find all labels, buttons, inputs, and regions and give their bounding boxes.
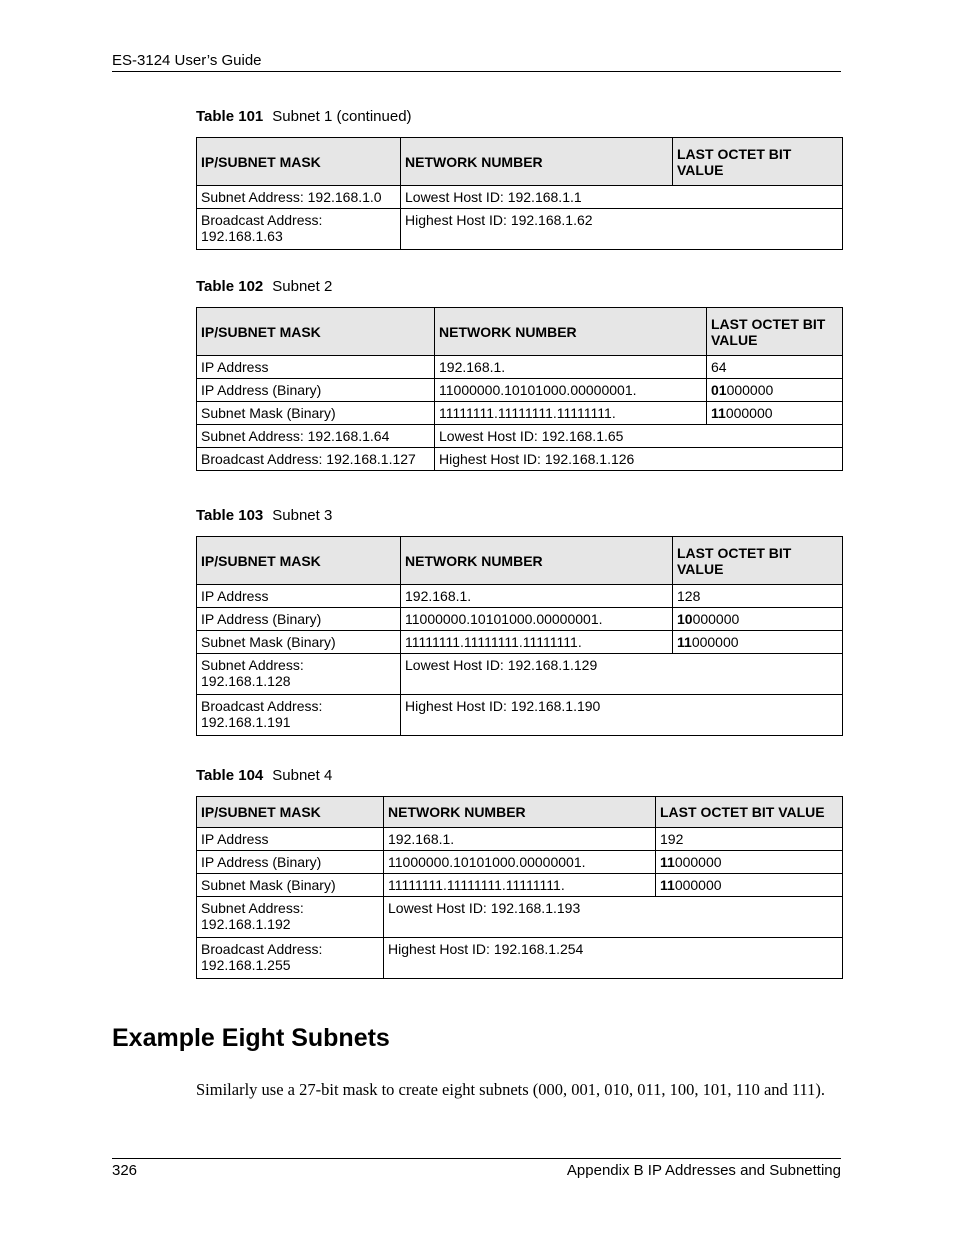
bit-rest: 000000	[692, 611, 740, 627]
column-header: LAST OCTET BIT VALUE	[673, 138, 843, 186]
table-cell: 11000000.10101000.00000001.	[384, 851, 656, 874]
table-cell: 11000000.10101000.00000001.	[401, 608, 673, 631]
table-104-caption	[196, 767, 332, 784]
table-row	[197, 608, 843, 631]
bit-bold: 11	[660, 854, 675, 870]
table-cell: IP Address	[197, 828, 384, 851]
table-cell: IP Address (Binary)	[197, 608, 401, 631]
bit-rest: 000000	[726, 382, 774, 398]
table-cell: Highest Host ID: 192.168.1.62	[401, 209, 843, 250]
table-row	[197, 425, 843, 448]
table-row	[197, 654, 843, 695]
table-cell: Subnet Address: 192.168.1.192	[197, 897, 384, 938]
table-title: Subnet 2	[272, 278, 333, 295]
table-cell: Highest Host ID: 192.168.1.190	[401, 695, 843, 736]
table-cell: Subnet Mask (Binary)	[197, 874, 384, 897]
table-cell: 11111111.11111111.11111111.	[401, 631, 673, 654]
table-cell: 11000000.10101000.00000001.	[435, 379, 707, 402]
table-row	[197, 402, 843, 425]
table-cell: 192.168.1.	[384, 828, 656, 851]
table-101	[196, 137, 843, 250]
table-cell: Broadcast Address: 192.168.1.255	[197, 938, 384, 979]
table-row	[197, 897, 843, 938]
table-cell	[656, 874, 843, 897]
bit-rest: 000000	[674, 854, 722, 870]
table-cell: Broadcast Address: 192.168.1.63	[197, 209, 401, 250]
table-cell	[673, 608, 843, 631]
table-number: Table 103	[196, 507, 264, 524]
table-cell	[707, 379, 843, 402]
column-header: NETWORK NUMBER	[401, 138, 673, 186]
table-title: Subnet 1 (continued)	[272, 108, 412, 125]
table-cell: IP Address	[197, 356, 435, 379]
bit-bold: 11	[660, 877, 675, 893]
table-row	[197, 851, 843, 874]
table-cell: Subnet Mask (Binary)	[197, 631, 401, 654]
table-cell: Lowest Host ID: 192.168.1.1	[401, 186, 843, 209]
table-number: Table 101	[196, 108, 264, 125]
bit-rest: 000000	[725, 405, 773, 421]
column-header: LAST OCTET BIT VALUE	[707, 308, 843, 356]
column-header: IP/SUBNET MASK	[197, 138, 401, 186]
body-paragraph: Similarly use a 27-bit mask to create eight subnets (000, 001, 010, 011, 100, 101, 110 and 111).	[196, 1080, 826, 1099]
table-cell	[673, 631, 843, 654]
table-title: Subnet 4	[272, 767, 333, 784]
table-cell: Subnet Address: 192.168.1.128	[197, 654, 401, 695]
table-row	[197, 209, 843, 250]
column-header: IP/SUBNET MASK	[197, 537, 401, 585]
table-title: Subnet 3	[272, 507, 333, 524]
bit-bold: 11	[677, 634, 692, 650]
table-cell: Broadcast Address: 192.168.1.127	[197, 448, 435, 471]
table-row	[197, 379, 843, 402]
table-cell: 11111111.11111111.11111111.	[435, 402, 707, 425]
table-cell: Highest Host ID: 192.168.1.126	[435, 448, 843, 471]
table-cell: Subnet Address: 192.168.1.0	[197, 186, 401, 209]
table-row	[197, 448, 843, 471]
table-103-caption	[196, 507, 332, 524]
table-row	[197, 874, 843, 897]
table-row	[197, 356, 843, 379]
table-101-caption	[196, 108, 412, 125]
table-cell: Lowest Host ID: 192.168.1.65	[435, 425, 843, 448]
table-102	[196, 307, 843, 471]
table-row	[197, 828, 843, 851]
table-header-row	[197, 537, 843, 585]
table-cell	[673, 585, 843, 608]
column-header: IP/SUBNET MASK	[197, 308, 435, 356]
page-number: 326	[112, 1162, 138, 1179]
column-header: LAST OCTET BIT VALUE	[673, 537, 843, 585]
table-cell: Highest Host ID: 192.168.1.254	[384, 938, 843, 979]
table-cell	[656, 828, 843, 851]
table-cell: IP Address (Binary)	[197, 379, 435, 402]
bit-bold: 11	[711, 405, 726, 421]
table-row	[197, 938, 843, 979]
table-number: Table 104	[196, 767, 264, 784]
bit-rest: 64	[711, 359, 727, 375]
bit-rest: 000000	[674, 877, 722, 893]
table-cell: Subnet Address: 192.168.1.64	[197, 425, 435, 448]
table-header-row	[197, 138, 843, 186]
running-header: ES-3124 User’s Guide	[112, 52, 262, 69]
column-header: IP/SUBNET MASK	[197, 797, 384, 828]
table-cell: 192.168.1.	[435, 356, 707, 379]
footer-rule	[112, 1158, 841, 1159]
table-103	[196, 536, 843, 736]
table-cell	[707, 402, 843, 425]
table-row	[197, 585, 843, 608]
table-row	[197, 631, 843, 654]
column-header: LAST OCTET BIT VALUE	[656, 797, 843, 828]
table-cell: Lowest Host ID: 192.168.1.129	[401, 654, 843, 695]
bit-rest: 192	[660, 831, 684, 847]
bit-bold: 10	[677, 611, 693, 627]
table-row	[197, 186, 843, 209]
table-cell: IP Address	[197, 585, 401, 608]
table-row	[197, 695, 843, 736]
column-header: NETWORK NUMBER	[384, 797, 656, 828]
table-cell: Broadcast Address: 192.168.1.191	[197, 695, 401, 736]
table-cell	[707, 356, 843, 379]
table-header-row	[197, 308, 843, 356]
table-104	[196, 796, 843, 979]
table-cell: Lowest Host ID: 192.168.1.193	[384, 897, 843, 938]
bit-rest: 000000	[691, 634, 739, 650]
table-header-row	[197, 797, 843, 828]
table-cell: 11111111.11111111.11111111.	[384, 874, 656, 897]
bit-rest: 128	[677, 588, 701, 604]
table-102-caption	[196, 278, 332, 295]
table-cell: IP Address (Binary)	[197, 851, 384, 874]
table-cell: Subnet Mask (Binary)	[197, 402, 435, 425]
header-rule	[112, 71, 841, 72]
footer-chapter: Appendix B IP Addresses and Subnetting	[566, 1162, 841, 1179]
table-number: Table 102	[196, 278, 264, 295]
bit-bold: 01	[711, 382, 727, 398]
column-header: NETWORK NUMBER	[401, 537, 673, 585]
column-header: NETWORK NUMBER	[435, 308, 707, 356]
table-cell	[656, 851, 843, 874]
table-cell: 192.168.1.	[401, 585, 673, 608]
section-title: Example Eight Subnets	[112, 1024, 390, 1052]
